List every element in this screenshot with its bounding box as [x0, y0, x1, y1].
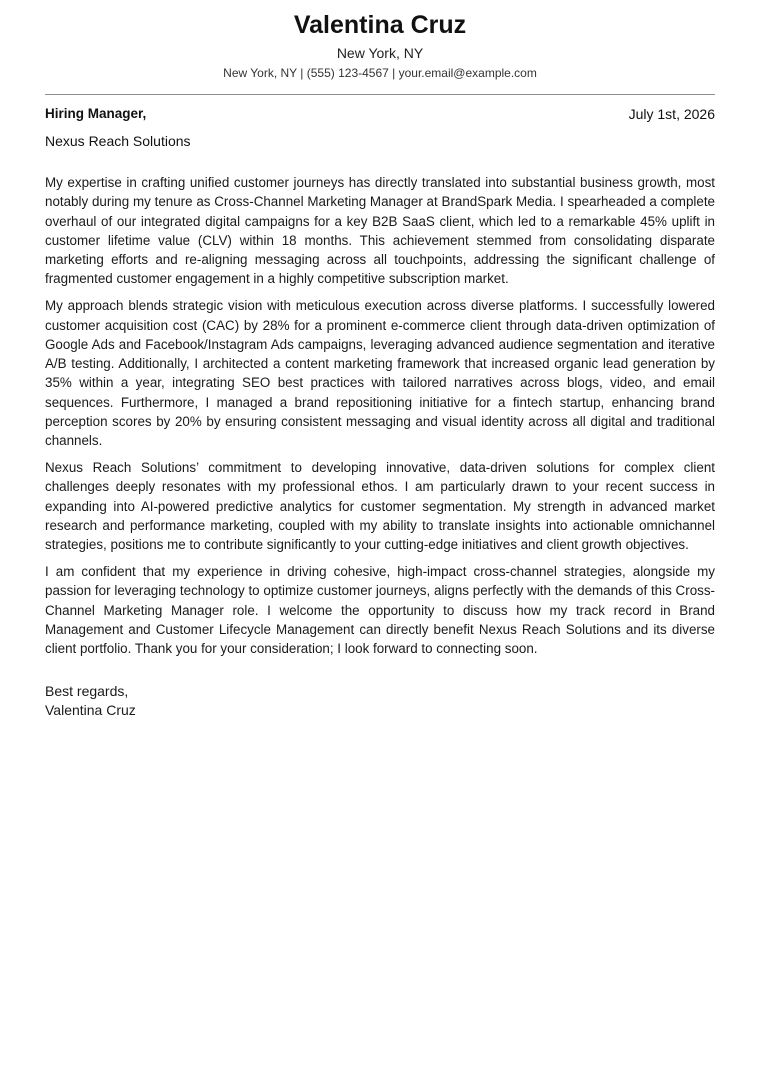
applicant-name: Valentina Cruz — [293, 11, 467, 39]
body-paragraph: My approach blends strategic vision with meticulous execution across diverse platforms. I successfully lowered customer acquisition cost (CAC) by 28% for a prominent e-commerce client through data-driven optimization of Google Ads and Facebook/Instagram Ads campaigns, leveraging advanced audience segmentation and iterative A/B testing. Additionally, I architected a content marketing framework that increased organic lead generation by 35% within a year, integrating SEO best practices with tailored narratives across blogs, video, and email sequences. Furthermore, I managed a brand repositioning initiative for a fintech startup, enhancing brand perception scores by 20% by ensuring consistent messaging and visual identity across all digital and traditional channels. — [45, 298, 715, 449]
body-paragraph: Nexus Reach Solutions’ commitment to developing innovative, data-driven solutions for complex client challenges deeply resonates with my professional ethos. I am particularly drawn to your recent success in expanding into AI-powered predictive analytics for customer segmentation. My strength in advanced market research and performance marketing, coupled with my ability to translate insights into actionable omnichannel strategies, positions me to contribute significantly to your cutting-edge initiatives and client growth objectives. — [45, 460, 715, 553]
closing-phrase: Best regards, — [45, 683, 129, 699]
salutation: Hiring Manager, — [45, 106, 147, 121]
body-paragraph: I am confident that my experience in driving cohesive, high-impact cross-channel strategies, alongside my passion for leveraging technology to optimize customer journeys, aligns perfectly with the demands of this Cross-Channel Marketing Manager role. I welcome the opportunity to discuss how my track record in Brand Management and Customer Lifecycle Management can directly benefit Nexus Reach Solutions and its diverse client portfolio. Thank you for your consideration; I look forward to connecting soon. — [45, 564, 715, 657]
recipient-company: Nexus Reach Solutions — [45, 133, 191, 149]
applicant-location: New York, NY — [336, 45, 424, 61]
signature-name: Valentina Cruz — [45, 702, 136, 719]
letter-closing — [45, 682, 136, 721]
body-paragraph: My expertise in crafting unified customer journeys has directly translated into substantial business growth, most notably during my tenure as Cross-Channel Marketing Manager at BrandSpark Media. I spearheaded a complete overhaul of our integrated digital campaigns for a key B2B SaaS client, which led to a remarkable 45% uplift in customer lifetime value (CLV) within 18 months. This achievement stemmed from consolidating disparate marketing efforts and re-aligning messaging across all touchpoints, addressing the significant challenge of fragmented customer engagement in a highly competitive subscription market. — [45, 175, 715, 287]
header-divider — [45, 94, 715, 95]
contact-line: New York, NY | (555) 123-4567 | your.email@example.com — [223, 66, 537, 80]
letter-body — [45, 173, 715, 666]
letter-date: July 1st, 2026 — [628, 106, 715, 122]
